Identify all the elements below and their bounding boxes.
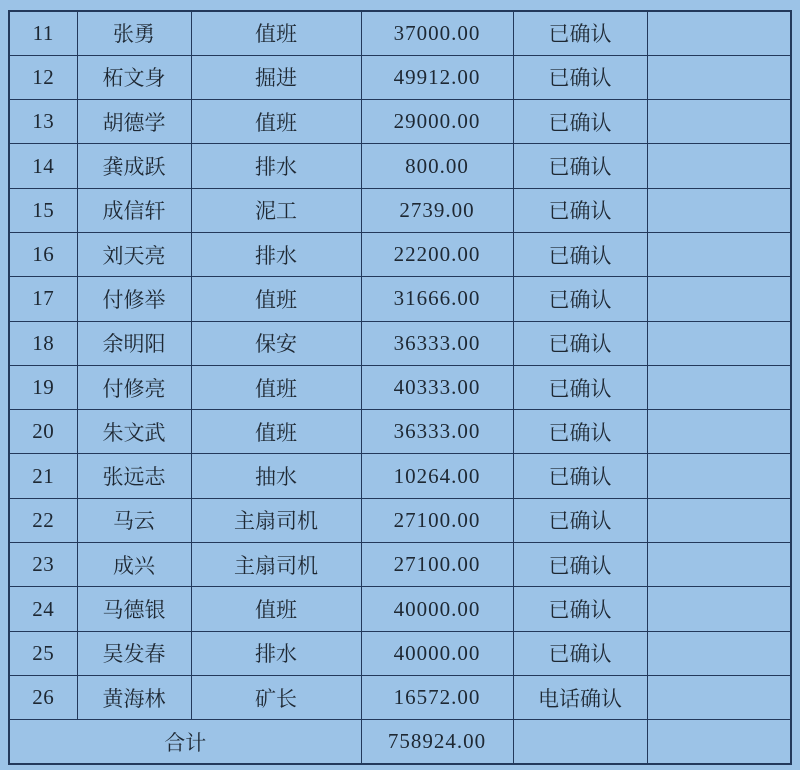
cell-name: 付修举 [77, 277, 191, 321]
cell-amount: 40333.00 [361, 365, 513, 409]
cell-amount: 49912.00 [361, 55, 513, 99]
cell-note [647, 454, 791, 498]
cell-status: 已确认 [513, 321, 647, 365]
cell-amount: 37000.00 [361, 11, 513, 55]
cell-name: 吴发春 [77, 631, 191, 675]
cell-note [647, 587, 791, 631]
table-row [9, 543, 791, 587]
cell-status: 已确认 [513, 410, 647, 454]
cell-job: 值班 [191, 587, 361, 631]
cell-status: 已确认 [513, 232, 647, 276]
cell-job: 保安 [191, 321, 361, 365]
cell-note [647, 55, 791, 99]
footer-total-amount: 758924.00 [361, 720, 513, 764]
cell-amount: 27100.00 [361, 543, 513, 587]
cell-serial: 13 [9, 100, 77, 144]
table-row [9, 11, 791, 55]
table-row [9, 675, 791, 719]
cell-serial: 14 [9, 144, 77, 188]
cell-amount: 10264.00 [361, 454, 513, 498]
cell-serial: 21 [9, 454, 77, 498]
cell-job: 值班 [191, 100, 361, 144]
cell-job: 值班 [191, 11, 361, 55]
cell-note [647, 543, 791, 587]
cell-amount: 22200.00 [361, 232, 513, 276]
table-row [9, 410, 791, 454]
cell-amount: 36333.00 [361, 321, 513, 365]
cell-job: 值班 [191, 277, 361, 321]
cell-name: 成信轩 [77, 188, 191, 232]
cell-job: 值班 [191, 365, 361, 409]
cell-note [647, 188, 791, 232]
cell-status: 已确认 [513, 498, 647, 542]
cell-amount: 29000.00 [361, 100, 513, 144]
footer-total-label: 合计 [9, 720, 361, 764]
table-row [9, 587, 791, 631]
table-row [9, 277, 791, 321]
table-row [9, 55, 791, 99]
cell-status: 已确认 [513, 144, 647, 188]
cell-name: 黄海林 [77, 675, 191, 719]
cell-serial: 23 [9, 543, 77, 587]
cell-serial: 12 [9, 55, 77, 99]
footer-row [9, 720, 791, 764]
cell-name: 张勇 [77, 11, 191, 55]
cell-note [647, 232, 791, 276]
cell-name: 刘天亮 [77, 232, 191, 276]
cell-name: 朱文武 [77, 410, 191, 454]
cell-name: 龚成跃 [77, 144, 191, 188]
cell-serial: 18 [9, 321, 77, 365]
table-row [9, 144, 791, 188]
cell-status: 已确认 [513, 188, 647, 232]
cell-amount: 31666.00 [361, 277, 513, 321]
cell-name: 马德银 [77, 587, 191, 631]
cell-status: 已确认 [513, 454, 647, 498]
cell-status: 已确认 [513, 587, 647, 631]
table-row [9, 454, 791, 498]
cell-job: 主扇司机 [191, 498, 361, 542]
cell-status: 已确认 [513, 100, 647, 144]
table-row [9, 188, 791, 232]
cell-note [647, 100, 791, 144]
cell-job: 矿长 [191, 675, 361, 719]
cell-serial: 20 [9, 410, 77, 454]
cell-amount: 800.00 [361, 144, 513, 188]
cell-job: 排水 [191, 232, 361, 276]
cell-note [647, 321, 791, 365]
cell-serial: 19 [9, 365, 77, 409]
cell-note [647, 675, 791, 719]
cell-status: 已确认 [513, 55, 647, 99]
cell-serial: 26 [9, 675, 77, 719]
table-row [9, 365, 791, 409]
cell-note [647, 144, 791, 188]
cell-amount: 40000.00 [361, 631, 513, 675]
cell-job: 掘进 [191, 55, 361, 99]
cell-serial: 15 [9, 188, 77, 232]
cell-serial: 11 [9, 11, 77, 55]
cell-serial: 17 [9, 277, 77, 321]
cell-serial: 16 [9, 232, 77, 276]
cell-note [647, 631, 791, 675]
cell-job: 泥工 [191, 188, 361, 232]
cell-status: 已确认 [513, 631, 647, 675]
cell-job: 排水 [191, 631, 361, 675]
table-row [9, 631, 791, 675]
cell-name: 张远志 [77, 454, 191, 498]
cell-name: 柘文身 [77, 55, 191, 99]
cell-note [647, 365, 791, 409]
cell-job: 值班 [191, 410, 361, 454]
cell-status: 已确认 [513, 277, 647, 321]
cell-note [647, 11, 791, 55]
cell-name: 余明阳 [77, 321, 191, 365]
footer-status-cell [513, 720, 647, 764]
table-row [9, 321, 791, 365]
cell-note [647, 498, 791, 542]
cell-status: 电话确认 [513, 675, 647, 719]
cell-serial: 25 [9, 631, 77, 675]
cell-amount: 27100.00 [361, 498, 513, 542]
footer-note-cell [647, 720, 791, 764]
cell-status: 已确认 [513, 365, 647, 409]
cell-job: 抽水 [191, 454, 361, 498]
cell-amount: 2739.00 [361, 188, 513, 232]
cell-note [647, 410, 791, 454]
table-row [9, 232, 791, 276]
cell-name: 马云 [77, 498, 191, 542]
cell-amount: 36333.00 [361, 410, 513, 454]
cell-job: 排水 [191, 144, 361, 188]
cell-job: 主扇司机 [191, 543, 361, 587]
cell-serial: 24 [9, 587, 77, 631]
cell-serial: 22 [9, 498, 77, 542]
cell-status: 已确认 [513, 11, 647, 55]
table-row [9, 100, 791, 144]
cell-name: 付修亮 [77, 365, 191, 409]
table-row [9, 498, 791, 542]
cell-name: 成兴 [77, 543, 191, 587]
cell-status: 已确认 [513, 543, 647, 587]
cell-note [647, 277, 791, 321]
payroll-table [8, 10, 792, 765]
cell-amount: 16572.00 [361, 675, 513, 719]
cell-amount: 40000.00 [361, 587, 513, 631]
cell-name: 胡德学 [77, 100, 191, 144]
